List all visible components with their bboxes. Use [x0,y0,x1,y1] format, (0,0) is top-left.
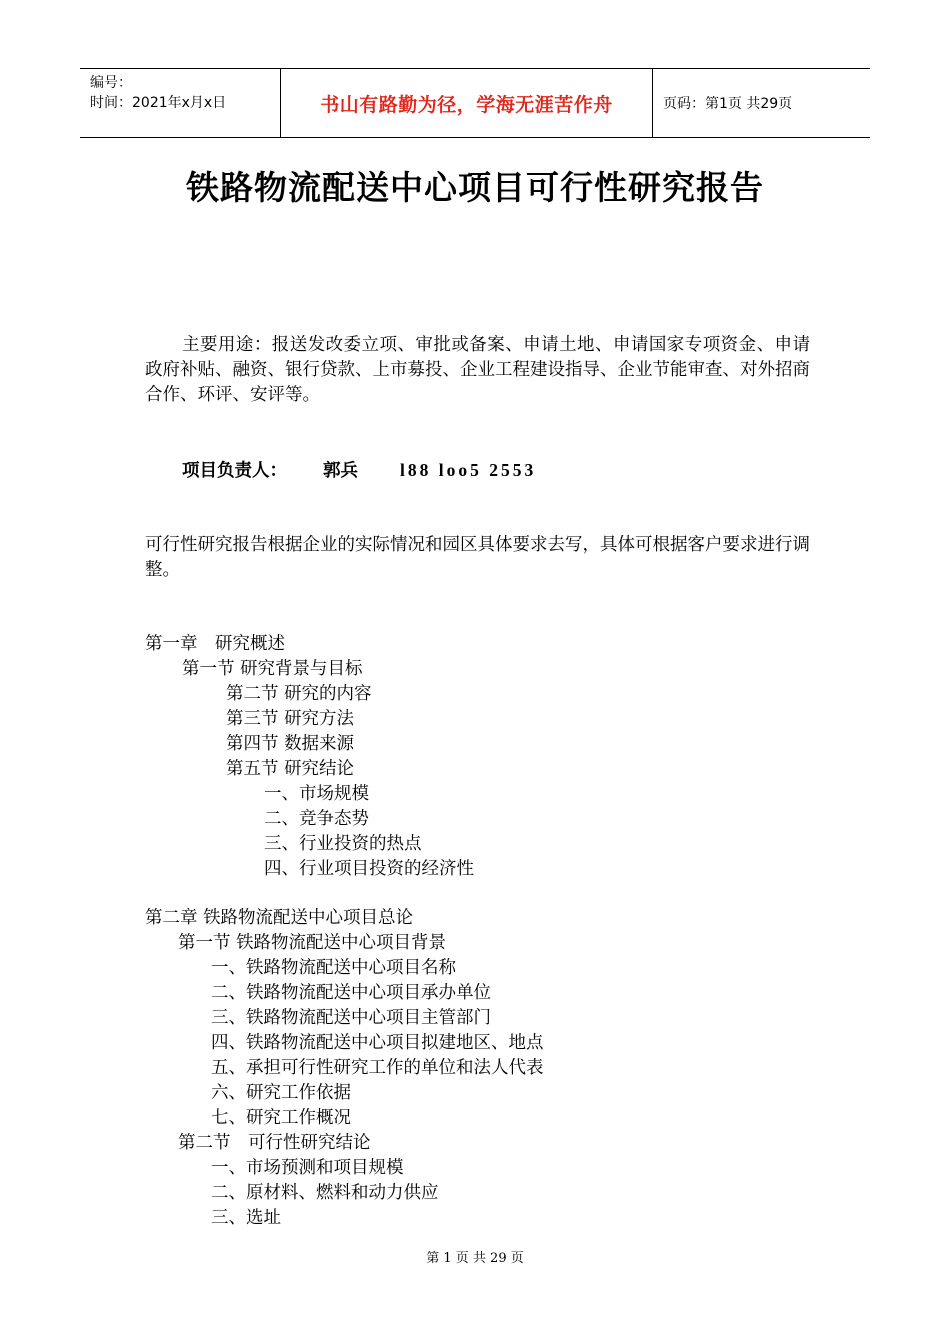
toc-item: 第三节 研究方法 [226,709,355,729]
motto: 书山有路勤为径，学海无涯苦作舟 [320,93,613,116]
toc-item: 三、铁路物流配送中心项目主管部门 [211,1008,491,1028]
page-info: 页码：第1页 共29页 [663,96,793,112]
toc-item: 第二节 研究的内容 [226,684,372,704]
toc-item: 二、竞争态势 [264,809,369,829]
toc-item: 第一章 研究概述 [145,634,285,654]
contact-phone: l88 loo5 2553 [400,460,537,480]
toc-item: 四、铁路物流配送中心项目拟建地区、地点 [211,1033,544,1053]
toc-item: 七、研究工作概况 [211,1108,351,1128]
note-paragraph: 可行性研究报告根据企业的实际情况和园区具体要求去写，具体可根据客户要求进行调整。 [145,535,810,580]
toc-item: 四、行业项目投资的经济性 [264,859,474,879]
toc-item: 三、行业投资的热点 [264,834,422,854]
number-label: 编号： [90,75,132,91]
toc-item: 六、研究工作依据 [211,1083,351,1103]
toc-item: 一、铁路物流配送中心项目名称 [211,958,456,978]
toc-item: 第四节 数据来源 [226,734,355,754]
page-footer: 第 1 页 共 29 页 [426,1251,524,1266]
header-page-cell [653,69,870,137]
header-motto-cell [280,69,653,137]
toc-item: 第一节 铁路物流配送中心项目背景 [178,933,447,953]
toc-item: 一、市场预测和项目规模 [211,1158,404,1178]
toc-item: 第二章 铁路物流配送中心项目总论 [145,908,414,928]
toc-item: 第五节 研究结论 [226,759,355,779]
toc-item: 一、市场规模 [264,784,369,804]
header-meta-cell [80,69,280,137]
toc-item: 三、选址 [211,1208,281,1228]
document-header [80,68,870,138]
toc-item: 五、承担可行性研究工作的单位和法人代表 [211,1058,544,1078]
toc-item: 二、铁路物流配送中心项目承办单位 [211,983,491,1003]
contact-label: 项目负责人： [182,461,287,481]
toc-item: 第二节 可行性研究结论 [178,1133,371,1153]
toc-item: 第一节 研究背景与目标 [182,659,363,679]
toc-item: 二、原材料、燃料和动力供应 [211,1183,439,1203]
purpose-paragraph: 主要用途：报送发改委立项、审批或备案、申请土地、申请国家专项资金、申请政府补贴、融资、银行贷款、上市募投、企业工程建设指导、企业节能审查、对外招商合作、环评、安评等。 [145,335,810,405]
time-label: 时间：2021年x月x日 [90,95,227,111]
contact-name: 郭兵 [323,461,358,481]
document-title: 铁路物流配送中心项目可行性研究报告 [186,168,764,207]
contact-line [182,458,847,484]
